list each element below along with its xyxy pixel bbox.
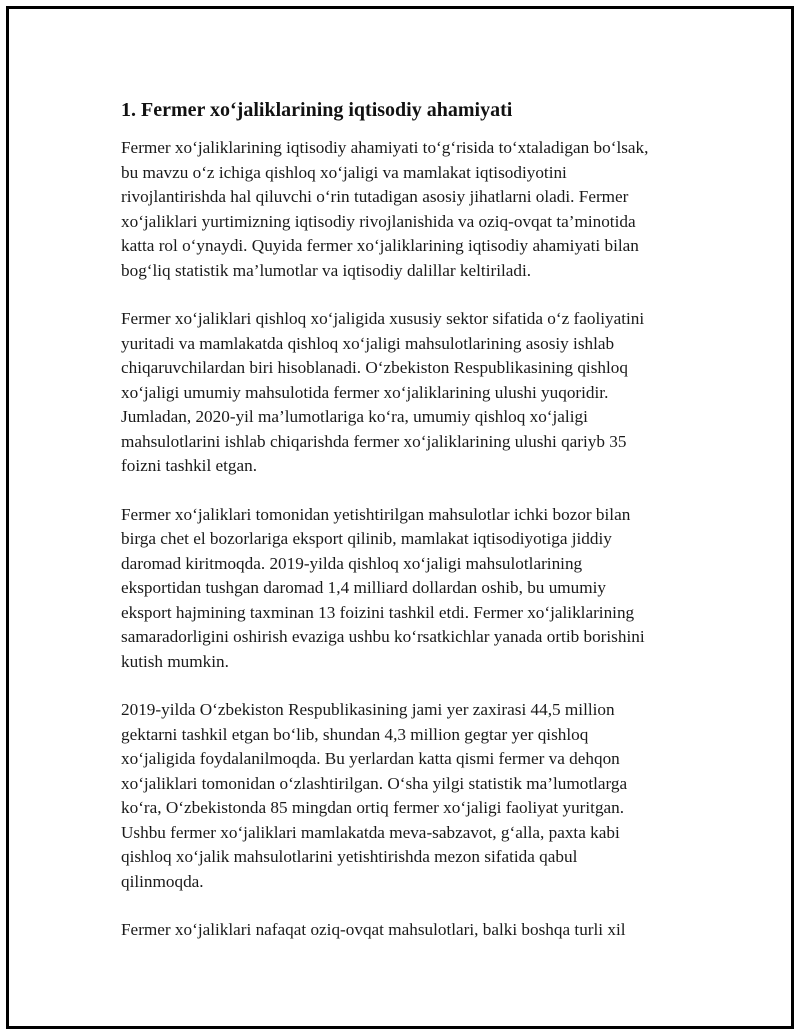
text-line: mahsulotlarini ishlab chiqarishda fermer xo‘jaliklarining ulushi qariyb 35 xyxy=(121,431,627,451)
text-line: katta rol o‘ynaydi. Quyida fermer xo‘jaliklarining iqtisodiy ahamiyati bilan xyxy=(121,236,639,255)
text-line: birga chet el bozorlariga eksport qilinib, mamlakat iqtisodiyotiga jiddiy xyxy=(121,529,612,548)
paragraph-5 xyxy=(121,918,691,943)
text-line: xo‘jaligi umumiy mahsulotida fermer xo‘jaliklarining ulushi yuqoridir. xyxy=(121,382,609,402)
text-line: Ushbu fermer xo‘jaliklari mamlakatda meva-sabzavot, g‘alla, paxta kabi xyxy=(121,822,620,842)
paragraph-4 xyxy=(121,698,691,894)
text-line: gektarni tashkil etgan bo‘lib, shundan 4,3 million gegtar yer qishloq xyxy=(121,724,589,744)
text-line: samaradorligini oshirish evaziga ushbu ko‘rsatkichlar yanada ortib borishini xyxy=(121,627,645,646)
text-line: Fermer xo‘jaliklari tomonidan yetishtirilgan mahsulotlar ichki bozor bilan xyxy=(121,504,631,524)
document-body xyxy=(121,97,691,967)
text-line: chiqaruvchilardan biri hisoblanadi. O‘zbekiston Respublikasining qishloq xyxy=(121,358,628,377)
page-frame xyxy=(6,6,794,1029)
text-line: xo‘jaliklari yurtimizning iqtisodiy rivojlanishida va oziq-ovqat ta’minotida xyxy=(121,211,636,231)
paragraph-3 xyxy=(121,503,691,675)
text-line: daromad kiritmoqda. 2019-yilda qishloq xo‘jaligi mahsulotlarining xyxy=(121,553,583,573)
text-line: kutish mumkin. xyxy=(121,651,229,671)
text-line: rivojlantirishda hal qiluvchi o‘rin tutadigan asosiy jihatlarni oladi. Fermer xyxy=(121,187,629,206)
text-line: bu mavzu o‘z ichiga qishloq xo‘jaligi va mamlakat iqtisodiyotini xyxy=(121,162,567,182)
text-line: Jumladan, 2020-yil ma’lumotlariga ko‘ra, umumiy qishloq xo‘jaligi xyxy=(121,407,588,426)
text-line: xo‘jaliklari tomonidan o‘zlashtirilgan. O‘sha yilgi statistik ma’lumotlarga xyxy=(121,773,628,793)
paragraph-2 xyxy=(121,307,691,479)
paragraph-1 xyxy=(121,136,691,283)
page-title: 1. Fermer xo‘jaliklarining iqtisodiy ahamiyati xyxy=(121,99,513,121)
text-line: 2019-yilda O‘zbekiston Respublikasining jami yer zaxirasi 44,5 million xyxy=(121,700,615,719)
text-line: foizni tashkil etgan. xyxy=(121,456,258,475)
text-line: Fermer xo‘jaliklari nafaqat oziq-ovqat mahsulotlari, balki boshqa turli xil xyxy=(121,920,626,939)
text-line: eksport hajmining taxminan 13 foizini tashkil etdi. Fermer xo‘jaliklarining xyxy=(121,602,635,622)
text-line: xo‘jaligida foydalanilmoqda. Bu yerlardan katta qismi fermer va dehqon xyxy=(121,749,620,768)
text-line: ko‘ra, O‘zbekistonda 85 mingdan ortiq fermer xo‘jaligi faoliyat yuritgan. xyxy=(121,798,625,817)
text-line: yuritadi va mamlakatda qishloq xo‘jaligi mahsulotlarining asosiy ishlab xyxy=(121,333,615,353)
text-line: eksportidan tushgan daromad 1,4 milliard dollardan oshib, bu umumiy xyxy=(121,578,606,597)
text-line: qilinmoqda. xyxy=(121,871,204,891)
text-line: qishloq xo‘jalik mahsulotlarini yetishtirishda mezon sifatida qabul xyxy=(121,847,578,866)
text-line: Fermer xo‘jaliklari qishloq xo‘jaligida xususiy sektor sifatida o‘z faoliyatini xyxy=(121,309,645,328)
text-line: Fermer xo‘jaliklarining iqtisodiy ahamiyati to‘g‘risida to‘xtaladigan bo‘lsak, xyxy=(121,138,649,157)
text-line: bog‘liq statistik ma’lumotlar va iqtisodiy dalillar keltiriladi. xyxy=(121,260,532,280)
